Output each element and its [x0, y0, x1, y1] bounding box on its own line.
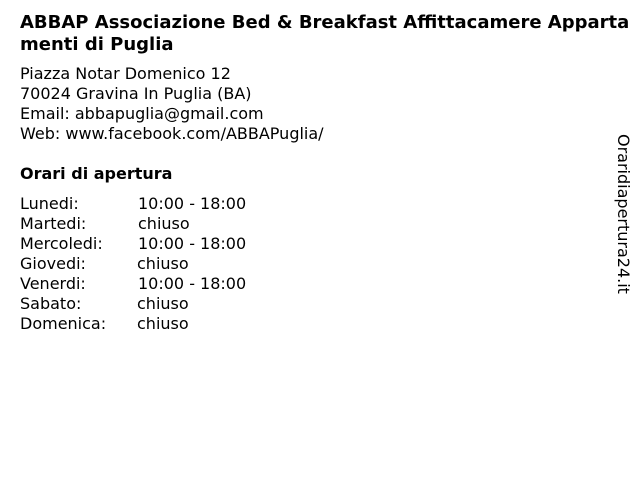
day-label: Lunedi:	[20, 194, 79, 213]
business-name: ABBAP Associazione Bed & Breakfast Affittacamere Appartamenti di Puglia	[20, 12, 630, 55]
street-address: Piazza Notar Domenico 12	[20, 64, 231, 83]
hours-row-sunday	[20, 314, 189, 334]
day-label: Sabato:	[20, 294, 82, 313]
watermark-text: Oraridiapertura24.it	[614, 134, 633, 294]
hours-row-tuesday	[20, 214, 190, 234]
hours-row-thursday	[20, 254, 189, 274]
hours-value: chiuso	[137, 314, 189, 333]
hours-value: 10:00 - 18:00	[138, 194, 247, 213]
hours-value: chiuso	[137, 294, 189, 313]
city-address: 70024 Gravina In Puglia (BA)	[20, 84, 252, 103]
hours-row-wednesday	[20, 234, 247, 254]
day-label: Giovedi:	[20, 254, 86, 273]
hours-value: chiuso	[137, 254, 189, 273]
hours-row-saturday	[20, 294, 189, 314]
web-line: Web: www.facebook.com/ABBAPuglia/	[20, 124, 324, 143]
email-line: Email: abbapuglia@gmail.com	[20, 104, 264, 123]
address-block	[20, 64, 324, 144]
site-watermark	[612, 134, 634, 310]
hours-table	[20, 194, 247, 334]
hours-heading: Orari di apertura	[20, 164, 173, 183]
hours-value: 10:00 - 18:00	[138, 234, 247, 253]
hours-value: 10:00 - 18:00	[138, 274, 247, 293]
day-label: Venerdi:	[20, 274, 86, 293]
hours-row-monday	[20, 194, 247, 214]
day-label: Mercoledi:	[20, 234, 103, 253]
day-label: Martedi:	[20, 214, 87, 233]
hours-value: chiuso	[138, 214, 190, 233]
hours-row-friday	[20, 274, 247, 294]
day-label: Domenica:	[20, 314, 107, 333]
